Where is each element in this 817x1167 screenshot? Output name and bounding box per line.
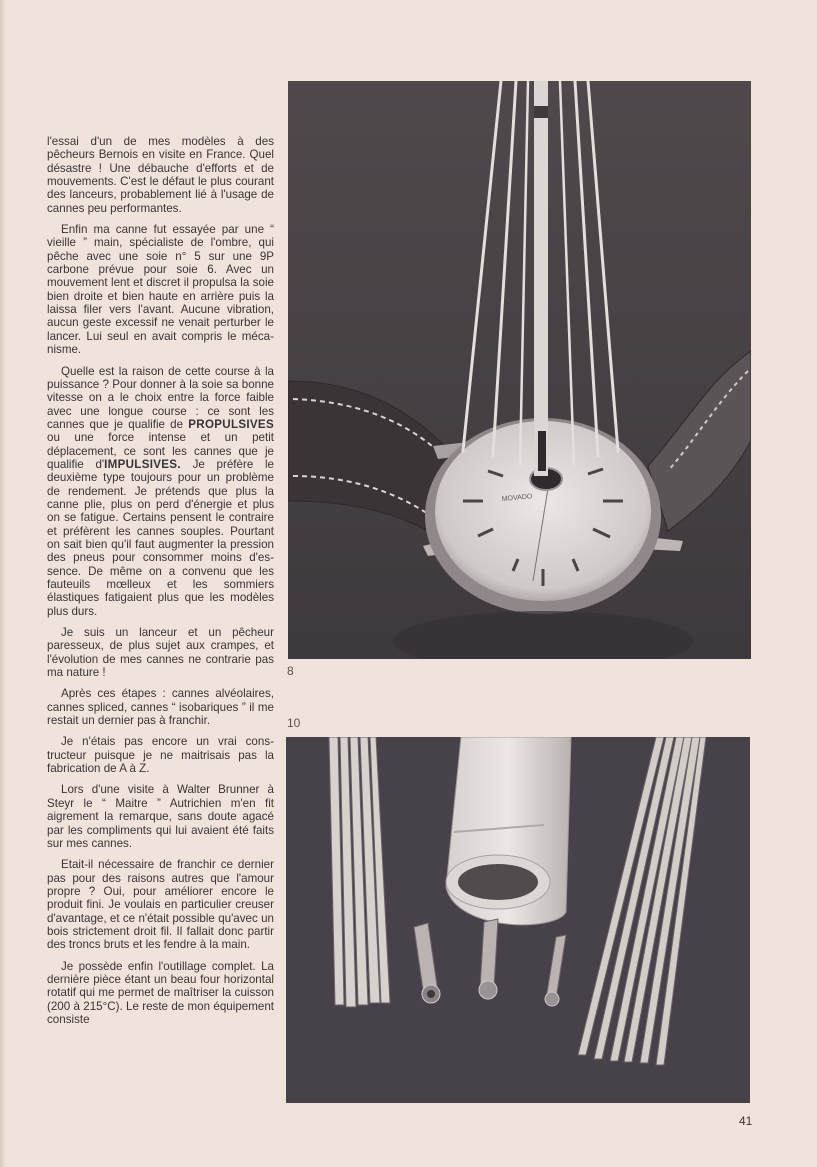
paragraph <box>47 365 274 619</box>
paragraph: Enfin ma canne fut essayée par une “ vieille ” main, spécialiste de l'ombre, qui pêche avec une soie n° 5 sur une 9P carbone prévue pour soie 6. Avec un mouvement lent et discret il propulsa la soie bien droite et bien haute en arrière puis la laissa filer vers l'avant. Aucune vibration, aucun geste excessif ne venait perturber le lancer. Lui seul en avait compris le mécanisme. <box>47 223 274 357</box>
article-column <box>47 135 274 1034</box>
figure-8-photo-watch-rods <box>288 81 751 659</box>
page-number: 41 <box>739 1114 753 1128</box>
paragraph: Lors d'une visite à Walter Brunner à Steyr le “ Maitre ” Autrichien m'en fit aigrement la remarque, sans doute agacé par les compliments qui lui avaient été faits sur mes cannes. <box>47 783 274 850</box>
figure-10-photo-bamboo-strips <box>286 737 750 1103</box>
paragraph: Etait-il nécessaire de franchir ce dernier pas pour des raisons autres que l'amour propre ? Oui, pour améliorer encore le produit fini. Je voulais en particulier creuser d'avantage, et ce n'était possible qu'avec un bois strictement droit fil. Il fallait donc partir des troncs bruts et les fendre à la main. <box>47 858 274 952</box>
term-impulsives: IMPULSIVES. <box>104 457 181 471</box>
paragraph: l'essai d'un de mes modèles à des pêcheurs Bernois en visite en France. Quel désastre ! Une débauche d'efforts et de mouvements. C'est le défaut le plus courant des lanceurs, probablement lié à l'usage de cannes peu performantes. <box>47 135 274 215</box>
paragraph: Après ces étapes : cannes alvéolaires, cannes spliced, cannes “ isobariques ” il me restait un dernier pas à franchir. <box>47 687 274 728</box>
paragraph: Je n'étais pas encore un vrai constructeur puisque je ne maitrisais pas la fabrication de A à Z. <box>47 735 274 776</box>
figure-8-caption: 8 <box>287 664 294 678</box>
paragraph-text: Je préfère le deuxième type toujours pour un problème de rendement. Je prétends que plus la canne plie, plus on perd d'énergie et plus on se fatigue. Certains pensent le contraire et préfèrent les cannes souples. Pourtant on sait bien qu'il faut augmenter la pression des pneus pour consommer moins d'essence. De même on a convenu que les fauteuils mœlleux et les sommiers élastiques fatigaient plus que les modèles plus durs. <box>47 457 275 618</box>
term-propulsives: PROPULSIVES <box>188 417 274 431</box>
paragraph-text: Quelle est la raison de cette course à la puissance ? Pour donner à la soie sa bonne vitesse on a le choix entre la force faible avec une longue course : ce sont les cannes que je qualifie de <box>47 364 274 431</box>
paragraph: Je suis un lanceur et un pêcheur paresseux, de plus sujet aux crampes, et l'évolution de mes cannes ne contrarie pas ma nature ! <box>47 626 274 680</box>
watch-brand-logo: MOVADO <box>501 493 533 503</box>
paragraph-text: ou une force intense et un petit déplacement, ce sont les cannes que je qualifie d' <box>47 431 274 471</box>
figure-10-caption: 10 <box>287 716 301 730</box>
page-edge-shadow <box>0 0 6 1167</box>
paragraph: Je possède enfin l'outillage complet. La dernière pièce étant un beau four horizontal rotatif qui me permet de maîtriser la cuisson (200 à 215°C). Le reste de mon équipement consiste <box>47 959 274 1026</box>
